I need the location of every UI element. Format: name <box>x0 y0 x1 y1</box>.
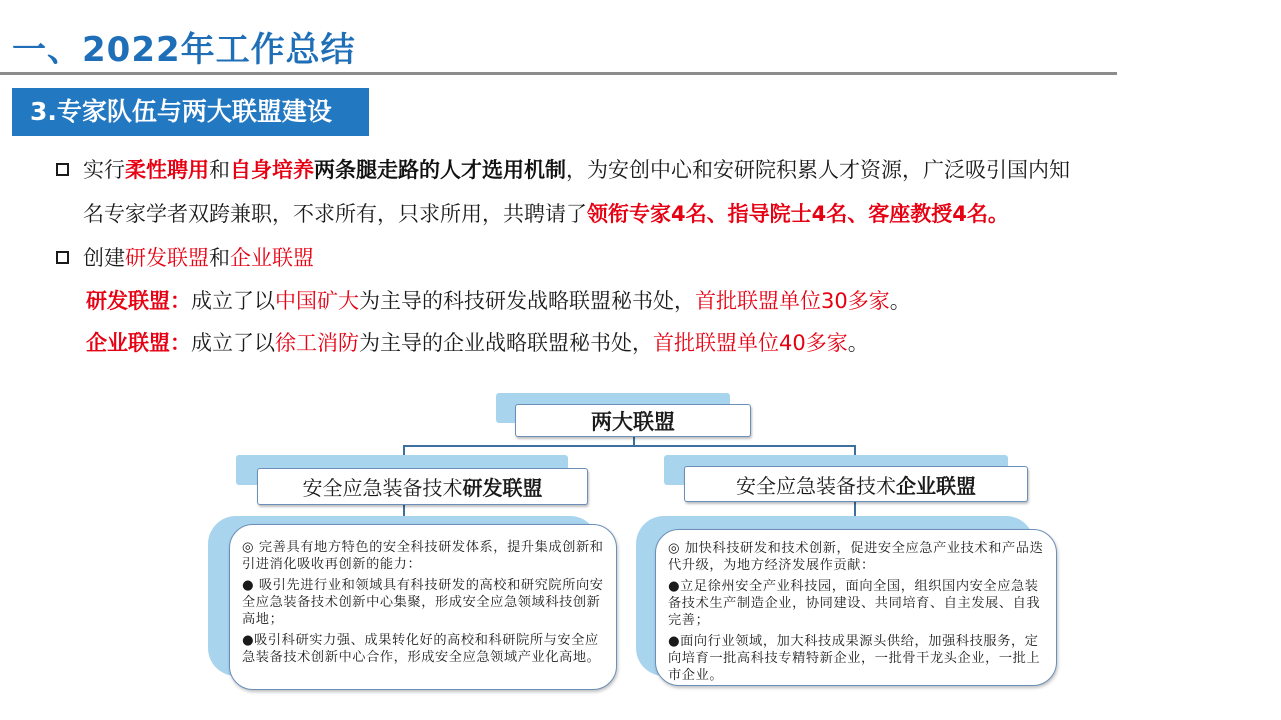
highlight-rd-members: 首批联盟单位30多家 <box>695 289 890 313</box>
highlight-flexible-hiring: 柔性聘用 <box>125 158 209 182</box>
connector-line <box>403 445 855 447</box>
bullet-talent-line2 <box>83 200 1009 228</box>
text-segment: 名专家学者双跨兼职，不求所有，只求所用，共聘请了 <box>83 202 587 226</box>
rd-panel-para: ●吸引科研实力强、成果转化好的高校和科研院所与安全应急装备技术创新中心合作，形成安全应急领域产业化高地。 <box>242 633 601 665</box>
text-segment: 为主导的科技研发战略联盟秘书处， <box>359 289 695 313</box>
ent-panel-para: ◎ 加快科技研发和技术创新，促进安全应急产业技术和产品迭代升级，为地方经济发展作贡献： <box>668 541 1044 573</box>
rd-alliance-detail <box>86 287 911 315</box>
highlight-rd-alliance: 研发联盟 <box>125 246 209 270</box>
square-bullet-icon <box>56 163 69 176</box>
section-heading: 3.专家队伍与两大联盟建设 <box>12 88 369 136</box>
bullet-talent-line1 <box>83 156 1070 184</box>
text-segment: 。 <box>889 289 911 313</box>
ent-header-bold: 企业联盟 <box>896 473 976 498</box>
text-segment: 成立了以 <box>191 289 275 313</box>
bullet-alliance-line <box>83 244 314 272</box>
rd-header-bold: 研发联盟 <box>462 476 543 500</box>
text-segment: 。 <box>847 331 869 355</box>
enterprise-alliance-panel <box>655 529 1057 686</box>
ent-panel-para: ●面向行业领域，加大科技成果源头供给，加强科技服务，定向培育一批高科技专精特新企业，一批骨干龙头企业，一批上市企业。 <box>668 634 1041 683</box>
text-segment: 和 <box>209 158 230 182</box>
rd-alliance-panel <box>229 524 617 690</box>
highlight-mechanism: 两条腿走路的人才选用机制 <box>314 158 566 182</box>
root-alliance-box: 两大联盟 <box>515 404 751 437</box>
highlight-experts-count: 领衔专家4名、指导院士4名、客座教授4名。 <box>587 202 1009 226</box>
text-segment: 成立了以 <box>191 331 275 355</box>
text-segment: 实行 <box>83 158 125 182</box>
text-segment: 为主导的企业战略联盟秘书处， <box>359 331 653 355</box>
highlight-enterprise-alliance: 企业联盟 <box>230 246 314 270</box>
rd-panel-para: ◎ 完善具有地方特色的安全科技研发体系，提升集成创新和引进消化吸收再创新的能力： <box>242 540 604 572</box>
text-segment: 和 <box>209 246 230 270</box>
rd-alliance-label: 研发联盟： <box>86 289 191 313</box>
ent-panel-para: ●立足徐州安全产业科技园，面向全国，组织国内安全应急装备技术生产制造企业，协同建设、共同培育、自主发展、自我完善； <box>668 579 1041 628</box>
ent-header-plain: 安全应急装备技术 <box>736 473 896 498</box>
title-divider <box>0 72 1117 75</box>
text-segment: ，为安创中心和安研院积累人才资源，广泛吸引国内知 <box>566 158 1070 182</box>
square-bullet-icon <box>56 251 69 264</box>
enterprise-alliance-detail <box>86 329 869 357</box>
highlight-enterprise-members: 首批联盟单位40多家 <box>653 331 848 355</box>
rd-alliance-header <box>257 468 588 505</box>
page-title: 一、2022年工作总结 <box>12 30 356 70</box>
text-segment: 创建 <box>83 246 125 270</box>
enterprise-alliance-label: 企业联盟： <box>86 331 191 355</box>
highlight-xcmg-fire: 徐工消防 <box>275 331 359 355</box>
enterprise-alliance-header <box>684 466 1028 502</box>
highlight-self-training: 自身培养 <box>230 158 314 182</box>
rd-panel-para: ● 吸引先进行业和领域具有科技研发的高校和研究院所向安全应急装备技术创新中心集聚，形成安全应急领域科技创新高地； <box>242 578 604 627</box>
rd-header-plain: 安全应急装备技术 <box>302 476 463 500</box>
highlight-cumt: 中国矿大 <box>275 289 359 313</box>
